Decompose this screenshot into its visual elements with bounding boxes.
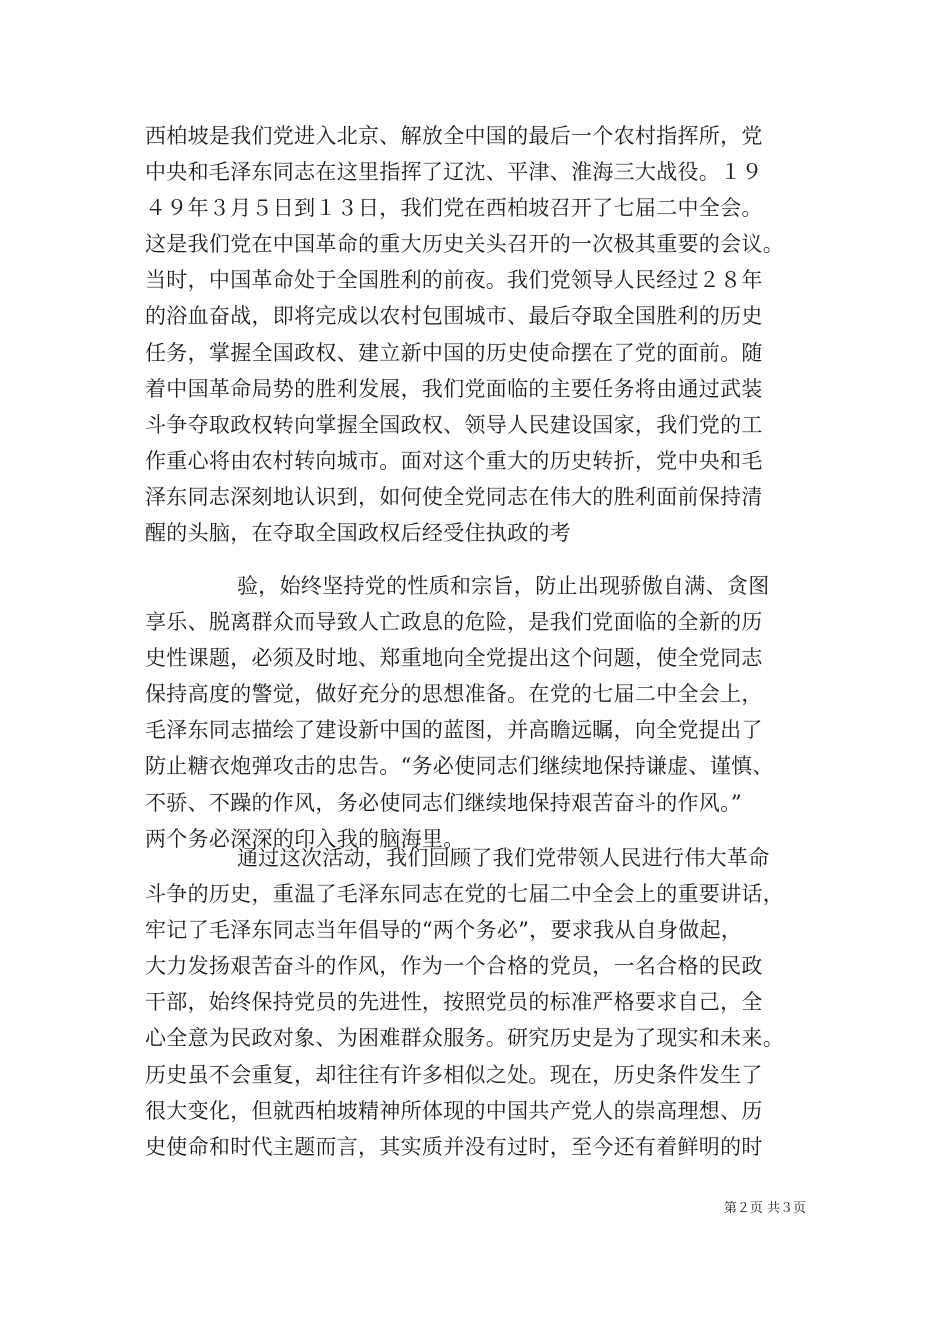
text-line: 验，始终坚持党的性质和宗旨，防止出现骄傲自满、贪图 [237, 574, 770, 598]
text-line: 历史虽不会重复，却往往有许多相似之处。现在，历史条件发生了 [145, 1062, 763, 1087]
text-line: 着中国革命局势的胜利发展，我们党面临的主要任务将由通过武装 [145, 376, 763, 401]
text-line: 两个务必深深的印入我的脑海里。 [145, 826, 465, 851]
text-line: 这是我们党在中国革命的重大历史关头召开的一次极其重要的会议。 [145, 232, 784, 257]
page-number-footer: 第２页 共３页 [723, 1201, 806, 1216]
text-line: ４９年３月５日到１３日，我们党在西柏坡召开了七届二中全会。 [145, 196, 763, 221]
text-line: 醒的头脑，在夺取全国政权后经受住执政的考 [145, 521, 571, 546]
text-line: 斗争夺取政权转向掌握全国政权、领导人民建设国家，我们党的工 [145, 412, 763, 437]
text-line: 的浴血奋战，即将完成以农村包围城市、最后夺取全国胜利的历史 [145, 304, 763, 329]
text-line: 毛泽东同志描绘了建设新中国的蓝图，并高瞻远瞩，向全党提出了 [145, 718, 763, 743]
text-line: 西柏坡是我们党进入北京、解放全中国的最后一个农村指挥所，党 [145, 124, 763, 148]
text-line: 防止糖衣炮弹攻击的忠告。“务必使同志们继续地保持谦虚、谨慎、 [145, 754, 774, 779]
text-line: 享乐、脱离群众而导致人亡政息的危险，是我们党面临的全新的历 [145, 610, 763, 635]
paragraph-2 [145, 568, 815, 857]
text-line: 干部，始终保持党员的先进性，按照党员的标准严格要求自己，全 [145, 990, 763, 1015]
text-line: 任务，掌握全国政权、建立新中国的历史使命摆在了党的面前。随 [145, 340, 763, 365]
text-line: 作重心将由农村转向城市。面对这个重大的历史转折，党中央和毛 [145, 448, 763, 473]
text-line: 泽东同志深刻地认识到，如何使全党同志在伟大的胜利面前保持清 [145, 484, 763, 509]
text-line: 斗争的历史，重温了毛泽东同志在党的七届二中全会上的重要讲话， [145, 882, 784, 907]
text-line: 不骄、不躁的作风，务必使同志们继续地保持艰苦奋斗的作风。” [145, 790, 742, 815]
text-line: 大力发扬艰苦奋斗的作风，作为一个合格的党员，一名合格的民政 [145, 954, 763, 979]
paragraph-3 [145, 840, 815, 1165]
text-line: 心全意为民政对象、为困难群众服务。研究历史是为了现实和未来。 [145, 1026, 784, 1051]
text-line: 中央和毛泽东同志在这里指挥了辽沈、平津、淮海三大战役。１９ [145, 160, 763, 185]
text-line: 通过这次活动，我们回顾了我们党带领人民进行伟大革命 [237, 846, 770, 870]
paragraph-1 [145, 118, 815, 551]
text-line: 牢记了毛泽东同志当年倡导的“两个务必”，要求我从自身做起， [145, 918, 743, 943]
text-line: 很大变化，但就西柏坡精神所体现的中国共产党人的崇高理想、历 [145, 1098, 763, 1123]
text-line: 保持高度的警觉，做好充分的思想准备。在党的七届二中全会上， [145, 682, 763, 707]
text-line: 当时，中国革命处于全国胜利的前夜。我们党领导人民经过２８年 [145, 268, 763, 293]
text-line: 史使命和时代主题而言，其实质并没有过时，至今还有着鲜明的时 [145, 1134, 763, 1159]
text-line: 史性课题，必须及时地、郑重地向全党提出这个问题，使全党同志 [145, 646, 763, 671]
